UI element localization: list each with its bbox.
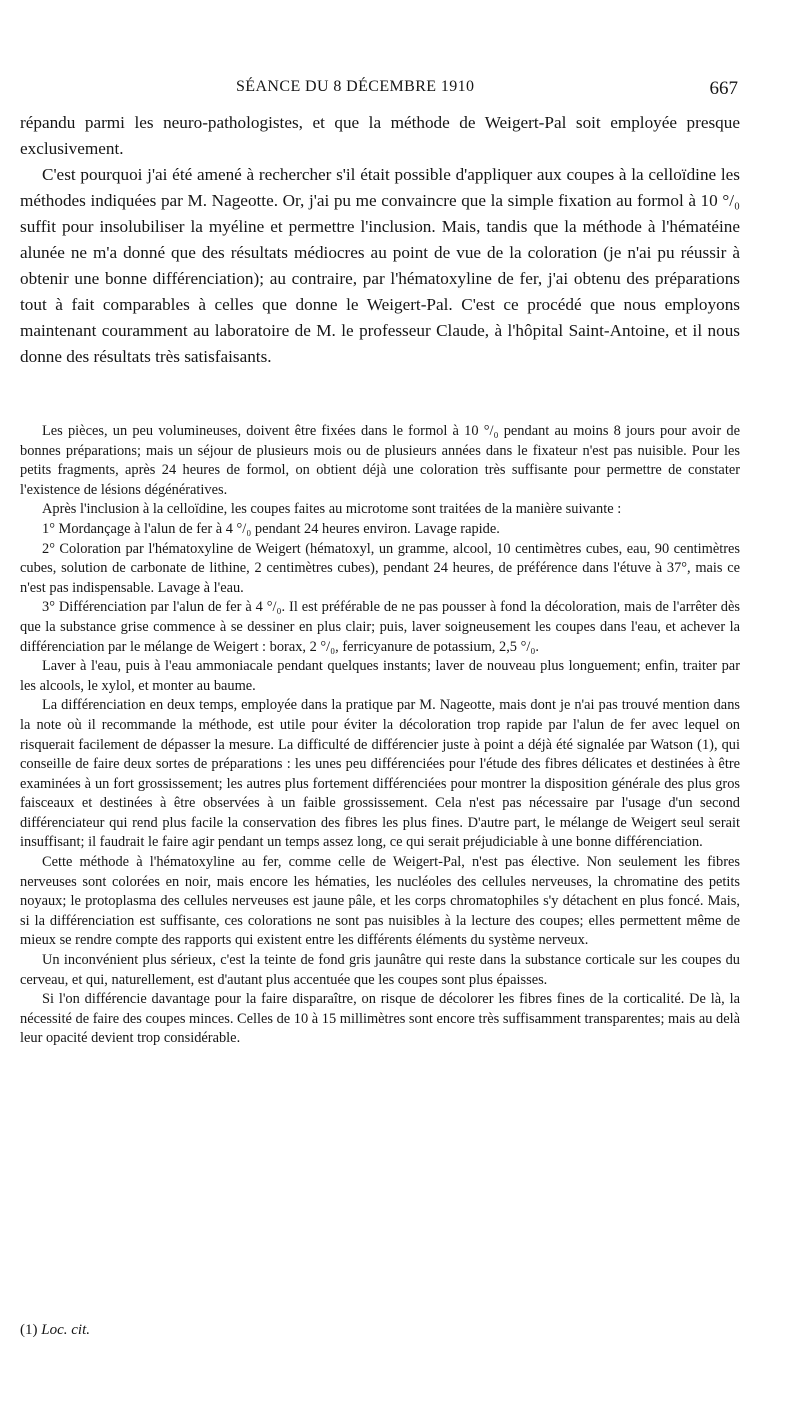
small-paragraph: Si l'on différencie davantage pour la faire disparaître, on risque de décolorer les fibres fines de la corticalité. De là, la nécessité de faire des coupes minces. Celles de 10 à 15 millimètres sont encore très suffisamment transparentes; mais au delà leur opacité devient trop considérable.: [20, 991, 740, 1047]
page-header: [0, 78, 800, 102]
small-paragraph: La différenciation en deux temps, employée dans la pratique par M. Nageotte, mais dont je n'ai pas trouvé mention dans la note où il recommande la méthode, est utile pour éviter la décoloration trop rapide par l'alun de fer avec lequel on risquerait facilement de dépasser la mesure. La difficulté de différencier juste à point a déjà été signalée par Watson (1), qui conseille de faire deux sortes de préparations : les unes peu différenciées pour l'étude des fibres délicates et destinées à être examinées à un fort grossissement; les autres plus fortement différenciées pour montrer la disposition générale des plus gros faisceaux et destinées à être observées à un faible grossissement. Cela n'est pas nécessaire par l'usage d'un second différenciateur qui rend plus facile la conservation des fibres les plus fines. D'autre part, le mélange de Weigert seul serait insuffisant; il faudrait le faire agir pendant un temps assez long, ce qui serait préjudiciable à une bonne différenciation.: [20, 697, 740, 851]
small-paragraph: Laver à l'eau, puis à l'eau ammoniacale pendant quelques instants; laver de nouveau plus longuement; enfin, traiter par les alcools, le xylol, et monter au baume.: [20, 658, 740, 694]
page-number: 667: [709, 78, 738, 99]
footnote-text: Loc. cit.: [41, 1322, 90, 1338]
small-paragraph: Cette méthode à l'hématoxyline au fer, comme celle de Weigert-Pal, n'est pas élective. Non seulement les fibres nerveuses sont colorées en noir, mais encore les hématies, les nucléoles des cellules nerveuses, la chromatine des petits noyaux; le protoplasma des cellules nerveuses est jaune pâle, et les corps chromatophiles s'y détachent en plus foncé. Mais, si la différenciation est suffisante, ces colorations ne sont pas nuisibles à la lecture des coupes; elles permettent même de mieux se rendre compte des rapports qui existent entre les différents éléments du système nerveux.: [20, 854, 740, 949]
paragraph: répandu parmi les neuro-pathologistes, et que la méthode de Weigert-Pal soit employée presque exclusivement.: [20, 113, 740, 158]
step-1: 1° Mordançage à l'alun de fer à 4 °/₀ pendant 24 heures environ. Lavage rapide.: [42, 520, 500, 537]
small-paragraph: Après l'inclusion à la celloïdine, les coupes faites au microtome sont traitées de la manière suivante :: [42, 501, 622, 518]
main-text: [20, 110, 740, 370]
running-title: SÉANCE DU 8 DÉCEMBRE 1910: [236, 78, 475, 95]
step-2: 2° Coloration par l'hématoxyline de Weigert (hématoxyl, un gramme, alcool, 10 centimètres cubes, eau, 90 centimètres cubes, solution de carbonate de lithine, 2 centimètres cubes), pendant 24 heures, de préférence dans l'étuve à 37°, mais ce n'est pas indispensable. Lavage à l'eau.: [20, 540, 740, 596]
small-paragraph: Les pièces, un peu volumineuses, doivent être fixées dans le formol à 10 °/₀ pendant au moins 8 jours pour avoir de bonnes préparations; mais un séjour de plusieurs mois ou de plusieurs années dans le fixateur n'est pas nuisible. Pour les petits fragments, après 24 heures de formol, on obtient déjà une coloration très suffisante pour permettre de constater l'existence de lésions dégénératives.: [20, 423, 740, 498]
small-paragraph: Un inconvénient plus sérieux, c'est la teinte de fond gris jaunâtre qui reste dans la substance corticale sur les coupes du cerveau, et qui, naturellement, est d'autant plus accentuée que les coupes sont plus épaisses.: [20, 952, 740, 988]
method-text: [20, 422, 740, 1049]
step-3: 3° Différenciation par l'alun de fer à 4 °/₀. Il est préférable de ne pas pousser à fond la décoloration, mais de l'arrêter dès que la substance grise commence à se dessiner en plus clair; puis, laver soigneusement les coupes dans l'eau, et achever la différenciation par le mélange de Weigert : borax, 2 °/₀, ferricyanure de potassium, 2,5 °/₀.: [20, 599, 740, 655]
footnote-marker: (1): [20, 1322, 38, 1338]
footnote: [20, 1322, 90, 1339]
paragraph: C'est pourquoi j'ai été amené à rechercher s'il était possible d'appliquer aux coupes à la celloïdine les méthodes indiquées par M. Nageotte. Or, j'ai pu me convaincre que la simple fixation au formol à 10 °/₀ suffit pour insolubiliser la myéline et permettre l'inclusion. Mais, tandis que la méthode à l'hématéine alunée ne m'a donné que des résultats médiocres au point de vue de la coloration (je n'ai pu réussir à obtenir une bonne différenciation); au contraire, par l'hématoxyline de fer, j'ai obtenu des préparations tout à fait comparables à celles que donne le Weigert-Pal. C'est ce procédé que nous employons maintenant couramment au laboratoire de M. le professeur Claude, à l'hôpital Saint-Antoine, et il nous donne des résultats très satisfaisants.: [20, 165, 740, 366]
